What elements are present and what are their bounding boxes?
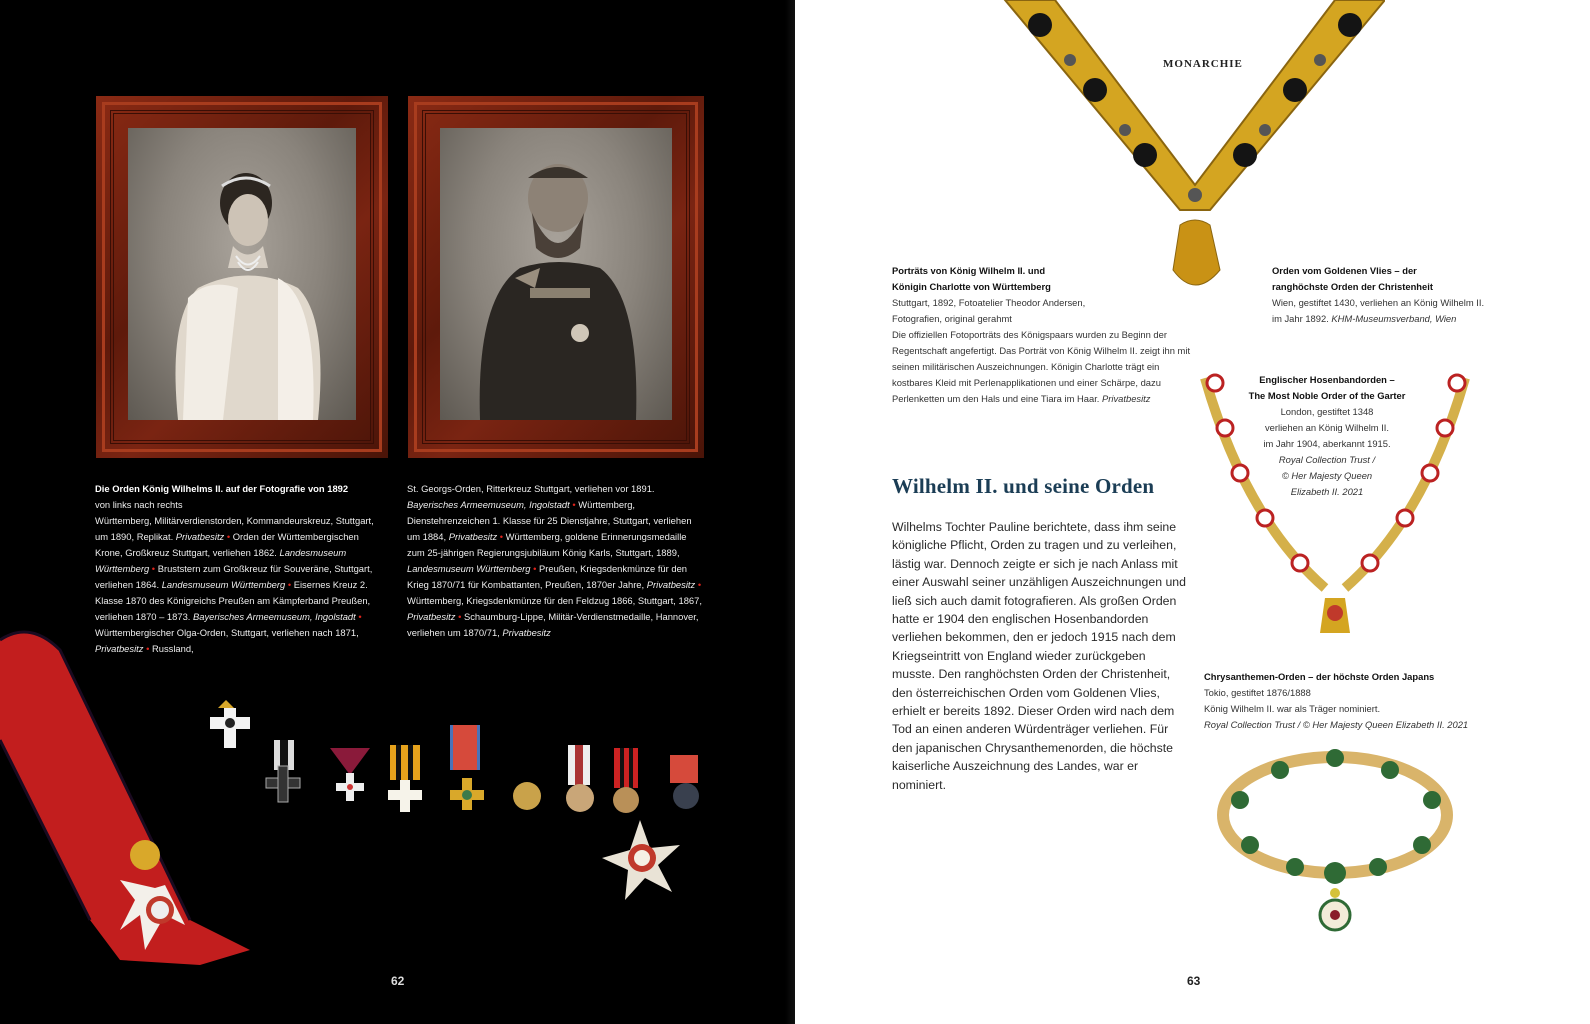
bullet-separator: •	[530, 563, 539, 574]
medals-caption-title: Die Orden König Wilhelms II. auf der Fotografie von 1892	[95, 483, 349, 494]
caption-item-source: Privatbesitz	[502, 627, 551, 638]
caption-item-source: Privatbesitz	[95, 643, 144, 654]
vlies-caption-source: KHM-Museumsverband, Wien	[1331, 313, 1457, 324]
portraits-caption-title-2: Königin Charlotte von Württemberg	[892, 281, 1051, 292]
jubilee-medal	[513, 782, 541, 810]
caption-item-source: Bayerisches Armeemuseum, Ingolstadt	[193, 611, 356, 622]
portrait-frame-king	[408, 96, 704, 458]
medals-caption-subtitle: von links nach rechts	[95, 499, 183, 510]
caption-item-source: Landesmuseum Württemberg	[95, 547, 347, 574]
chrys-caption-title: Chrysanthemen-Orden – der höchste Orden Japans	[1204, 671, 1435, 682]
caption-item-text: Preußen, Kriegsdenkmünze für den Krieg 1870/71 für Kombattanten, Preußen, 1870er Jahre,	[407, 563, 687, 590]
garter-caption-source-2: © Her Majesty Queen	[1281, 470, 1373, 481]
portrait-queen-photo	[128, 128, 356, 420]
portrait-king-photo	[440, 128, 672, 420]
vlies-caption-line-1: Wien, gestiftet 1430, verliehen an König Wilhelm II.	[1272, 297, 1485, 308]
bullet-separator: •	[149, 563, 158, 574]
right-page	[795, 0, 1590, 1024]
bullet-separator: •	[497, 531, 506, 542]
running-head: MONARCHIE	[1163, 58, 1243, 70]
chrys-caption-source: Royal Collection Trust / © Her Majesty Queen Elizabeth II. 2021	[1204, 719, 1469, 730]
war-medal-1866	[613, 748, 639, 813]
vlies-caption-title-2: ranghöchste Orden der Christenheit	[1272, 281, 1433, 292]
golden-fleece-caption	[1272, 263, 1512, 327]
garter-caption-line-1: London, gestiftet 1348	[1280, 406, 1374, 417]
caption-item-text: Orden der Württembergischen Krone, Großkreuz Stuttgart, verliehen 1862.	[95, 531, 359, 558]
garter-caption-title-1: Englischer Hosenbandorden –	[1259, 374, 1395, 385]
garter-caption-source-1: Royal Collection Trust /	[1278, 454, 1376, 465]
caption-item-text: Württemberg, Militärverdienstorden, Kommandeurskreuz, Stuttgart, um 1890, Replikat.	[95, 515, 374, 542]
caption-item-text: Bruststern zum Großkreuz für Souveräne, Stuttgart, verliehen 1864.	[95, 563, 373, 590]
caption-item-source: Privatbesitz	[407, 611, 456, 622]
iron-cross	[266, 740, 300, 802]
caption-item-source: Privatbesitz	[646, 579, 696, 590]
caption-item-text: St. Georgs-Orden, Ritterkreuz Stuttgart, verliehen vor 1891.	[407, 483, 655, 494]
bullet-separator: •	[569, 499, 579, 510]
bullet-separator: •	[224, 531, 233, 542]
chrysanthemum-collar-image	[1210, 745, 1470, 935]
caption-item-text: Württembergischer Olga-Orden, Stuttgart, verliehen nach 1871,	[95, 627, 359, 638]
war-medal-1870	[566, 745, 594, 812]
caption-item-text: Württemberg, Dienstehrenzeichen 1. Klasse für 25 Dienstjahre, Stuttgart, verliehen um 1884,	[407, 499, 692, 542]
medals-photo	[0, 620, 795, 1000]
portrait-frame-queen	[96, 96, 388, 458]
bullet-separator: •	[143, 643, 152, 654]
caption-item-text: Württemberg, Kriegsdenkmünze für den Feldzug 1866, Stuttgart, 1867,	[407, 595, 702, 606]
service-cross	[330, 748, 370, 801]
portraits-caption	[892, 263, 1192, 407]
garter-caption-source-3: Elizabeth II. 2021	[1290, 486, 1364, 497]
portraits-caption-source: Privatbesitz	[1102, 393, 1151, 404]
bullet-separator: •	[355, 611, 362, 622]
st-georgs-cross	[210, 700, 250, 748]
medals-caption-column-2	[407, 481, 702, 641]
caption-item-source: Bayerisches Armeemuseum, Ingolstadt	[407, 499, 570, 510]
medals-caption-list-2	[407, 483, 702, 638]
bullet-separator: •	[455, 611, 464, 622]
caption-item-source: Landesmuseum Württemberg	[407, 563, 531, 574]
body-text: Wilhelms Tochter Pauline berichtete, dass ihm seine königliche Pflicht, Orden zu tragen und zu verleihen, lästig war. Dennoch zeigte er sich je nach Anlass mit einer Auswahl seiner unzähligen Auszeichnungen und ließ sich auch damit fotografieren. Als großen Orden hatte er 1904 den englischen Hosenbandorden verliehen bekommen, den er jedoch 1915 nach dem Kriegseintritt von England wieder zurückgeben musste. Den ranghöchsten Orden der Christenheit, den österreichischen Orden vom Goldenen Vlies, erhielt er bereits 1892. Dieser Orden wird nach dem Tod an einen anderen Würdenträger verliehen. Für den japanischen Chrysanthemenorden, die höchste kaiserliche Auszeichnung des Landes, war er nominiert.	[892, 520, 1186, 792]
schaumburg-lippe-medal	[670, 755, 699, 809]
chrysanthemum-caption	[1204, 669, 1494, 733]
caption-item-text: Schaumburg-Lippe, Militär-Verdienstmedaille, Hannover, verliehen um 1870/71,	[407, 611, 699, 638]
book-gutter	[785, 0, 795, 1024]
vlies-caption-title-1: Orden vom Goldenen Vlies – der	[1272, 265, 1417, 276]
garter-caption-line-2: verliehen an König Wilhelm II.	[1264, 422, 1390, 433]
caption-item-source: Privatbesitz	[448, 531, 498, 542]
caption-item-source: Landesmuseum Württemberg	[161, 579, 286, 590]
garter-caption	[1237, 372, 1417, 500]
caption-item-text: Württemberg, goldene Erinnerungsmedaille zum 25-jährigen Regierungsjubiläum König Karls, Stuttgart, 1889,	[407, 531, 687, 558]
portraits-caption-title-1: Porträts von König Wilhelm II. und	[892, 265, 1046, 276]
portraits-caption-line-1: Stuttgart, 1892, Fotoatelier Theodor Andersen,	[892, 297, 1086, 308]
garter-caption-title-2: The Most Noble Order of the Garter	[1248, 390, 1406, 401]
bullet-separator: •	[285, 579, 294, 590]
chrys-caption-line-1: Tokio, gestiftet 1876/1888	[1204, 687, 1311, 698]
sash	[0, 632, 250, 965]
chrys-caption-line-2: König Wilhelm II. war als Träger nominiert.	[1204, 703, 1381, 714]
caption-item-text: Russland,	[151, 643, 194, 654]
caption-item-text: Eisernes Kreuz 2. Klasse 1870 des Königreichs Preußen am Kämpferband Preußen, verliehen 1870 – 1873.	[95, 579, 371, 622]
garter-caption-line-3: im Jahr 1904, aberkannt 1915.	[1263, 438, 1391, 449]
section-heading: Wilhelm II. und seine Orden	[892, 474, 1155, 498]
breast-star	[602, 820, 680, 900]
page-number-left: 62	[391, 974, 405, 988]
portraits-caption-line-2: Fotografien, original gerahmt	[892, 313, 1012, 324]
vlies-caption-line-2: im Jahr 1892.	[1272, 313, 1332, 324]
st-george-cross	[388, 745, 422, 812]
portraits-caption-body: Die offiziellen Fotoporträts des Königspaars wurden zu Beginn der Regentschaft angefertigt. Das Porträt von König Wilhelm II. zeigt ihn mit seinen militärischen Auszeichnungen. Königin Charlotte trägt ein kostbares Kleid mit Perlenapplikationen und einer Schärpe, dazu Perlenketten um den Hals und eine Tiara im Haar.	[892, 329, 1191, 404]
bullet-separator: •	[695, 579, 702, 590]
page-number-right: 63	[1187, 974, 1201, 988]
olga-order	[450, 725, 484, 810]
caption-item-source: Privatbesitz	[175, 531, 225, 542]
